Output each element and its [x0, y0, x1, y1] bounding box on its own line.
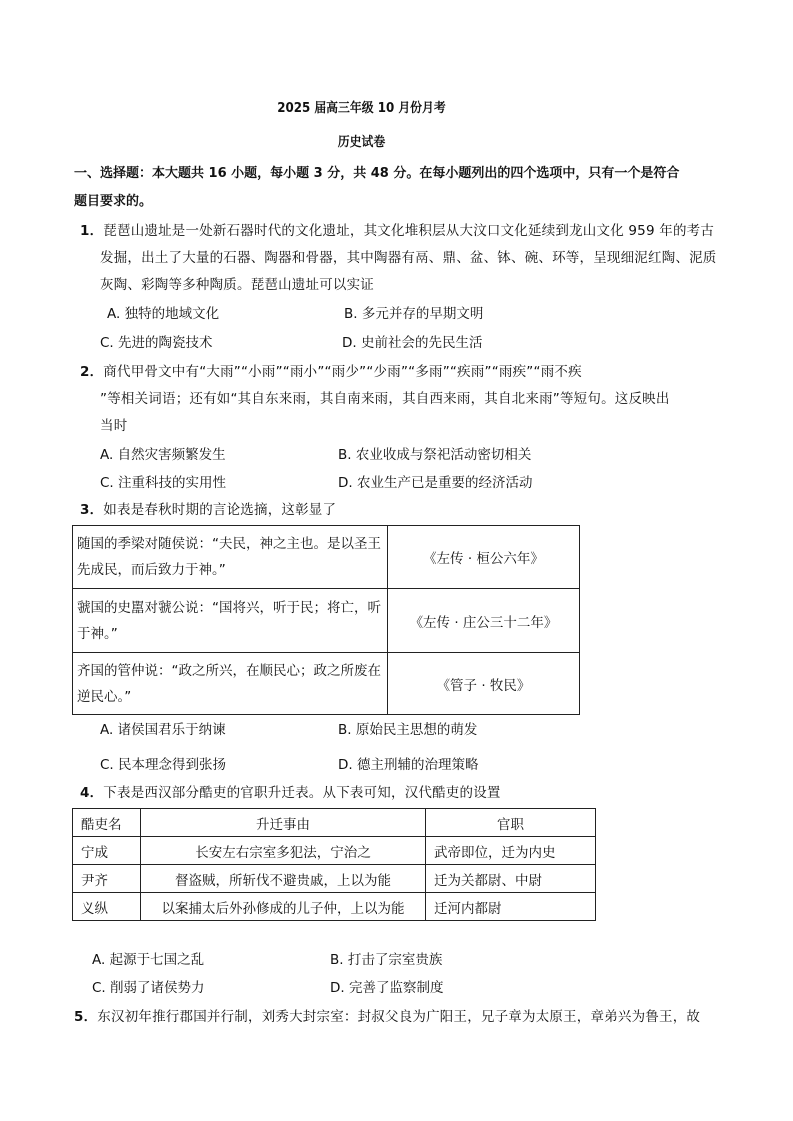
question-2-line-3: 当时 [100, 418, 128, 434]
table-row [73, 589, 580, 653]
question-4-option-d: D. 完善了监察制度 [330, 980, 444, 996]
question-2-line-1 [80, 360, 582, 380]
table-header-cell: 升迁事由 [141, 809, 426, 837]
question-1-option-c: C. 先进的陶瓷技术 [100, 335, 213, 351]
question-3-number: 3． [80, 502, 104, 518]
table-row [73, 653, 580, 715]
question-4-option-c: C. 削弱了诸侯势力 [92, 980, 205, 996]
question-2-option-c: C. 注重科技的实用性 [100, 475, 227, 491]
table-cell-name: 宁成 [73, 837, 141, 865]
officials-table [72, 808, 596, 921]
exam-title: 2025 届高三年级 10 月份月考 [277, 101, 446, 116]
table-row [73, 526, 580, 589]
question-4-option-a: A. 起源于七国之乱 [92, 952, 205, 968]
table-cell-name: 义纵 [73, 893, 141, 921]
table-row [73, 865, 596, 893]
question-3-option-b: B. 原始民主思想的萌发 [338, 722, 478, 738]
table-cell-post: 武帝即位，迁为内史 [426, 837, 596, 865]
question-1-text: 琵琶山遗址是一处新石器时代的文化遗址，其文化堆积层从大汶口文化延续到龙山文化 959 年的考古 [103, 223, 715, 239]
table-cell-source: 《左传 · 桓公六年》 [388, 526, 580, 589]
question-3-option-c: C. 民本理念得到张扬 [100, 757, 227, 773]
question-3-option-a: A. 诸侯国君乐于纳谏 [100, 722, 226, 738]
question-5-line-1 [74, 1005, 700, 1025]
question-1-number: 1． [80, 223, 104, 239]
table-header-row [73, 809, 596, 837]
section-heading-line-1: 一、选择题：本大题共 16 小题，每小题 3 分，共 48 分。在每小题列出的四个选项中，只有一个是符合 [74, 166, 680, 181]
question-1-option-d: D. 史前社会的先民生活 [342, 335, 483, 351]
question-3-line-1 [80, 498, 336, 518]
table-cell-source: 《管子 · 牧民》 [388, 653, 580, 715]
table-cell-quote: 随国的季梁对随侯说：“夫民，神之主也。是以圣王先成民，而后致力于神。” [73, 526, 388, 589]
question-4-number: 4． [80, 785, 104, 801]
question-1-option-b: B. 多元并存的早期文明 [344, 306, 484, 322]
question-1-line-3: 灰陶、彩陶等多种陶质。琵琶山遗址可以实证 [100, 277, 374, 293]
question-5-text: 东汉初年推行郡国并行制，刘秀大封宗室：封叔父良为广阳王，兄子章为太原王，章弟兴为鲁王，故 [97, 1009, 701, 1025]
table-cell-reason: 以案捕太后外孙修成的儿子仲，上以为能 [141, 893, 426, 921]
table-cell-name: 尹齐 [73, 865, 141, 893]
quotes-table [72, 525, 580, 715]
table-row [73, 893, 596, 921]
exam-subtitle: 历史试卷 [337, 135, 386, 150]
question-2-line-2: ”等相关词语；还有如“其自东来雨，其自南来雨，其自西来雨，其自北来雨”等短句。这反映出 [100, 391, 670, 407]
question-2-text: 商代甲骨文中有“大雨”“小雨”“雨小”“雨少”“少雨”“多雨”“疾雨”“雨疾”“雨不疾 [103, 364, 582, 380]
table-header-cell: 官职 [426, 809, 596, 837]
table-cell-quote: 虢国的史嚚对虢公说：“国将兴，听于民；将亡，听于神。” [73, 589, 388, 653]
question-5-number: 5． [74, 1009, 98, 1025]
question-2-number: 2． [80, 364, 104, 380]
table-cell-quote: 齐国的管仲说：“政之所兴，在顺民心；政之所废在逆民心。” [73, 653, 388, 715]
question-1-line-1 [80, 219, 714, 239]
question-3-option-d: D. 德主刑辅的治理策略 [338, 757, 479, 773]
table-cell-post: 迁河内都尉 [426, 893, 596, 921]
question-4-line-1 [80, 781, 501, 801]
section-heading-line-2: 题目要求的。 [74, 194, 153, 209]
question-2-option-b: B. 农业收成与祭祀活动密切相关 [338, 447, 532, 463]
question-2-option-d: D. 农业生产已是重要的经济活动 [338, 475, 533, 491]
question-3-text: 如表是春秋时期的言论选摘，这彰显了 [103, 502, 337, 518]
table-cell-reason: 督盗贼，所斩伐不避贵戚，上以为能 [141, 865, 426, 893]
table-row [73, 837, 596, 865]
table-cell-reason: 长安左右宗室多犯法，宁治之 [141, 837, 426, 865]
question-4-text: 下表是西汉部分酷吏的官职升迁表。从下表可知，汉代酷吏的设置 [103, 785, 501, 801]
question-1-option-a: A. 独特的地域文化 [107, 306, 220, 322]
question-2-option-a: A. 自然灾害频繁发生 [100, 447, 226, 463]
question-1-line-2: 发掘，出土了大量的石器、陶器和骨器，其中陶器有鬲、鼎、盆、钵、碗、环等，呈现细泥红陶、泥质 [100, 250, 717, 266]
question-4-option-b: B. 打击了宗室贵族 [330, 952, 443, 968]
table-header-cell: 酷吏名 [73, 809, 141, 837]
table-cell-source: 《左传 · 庄公三十二年》 [388, 589, 580, 653]
table-cell-post: 迁为关都尉、中尉 [426, 865, 596, 893]
